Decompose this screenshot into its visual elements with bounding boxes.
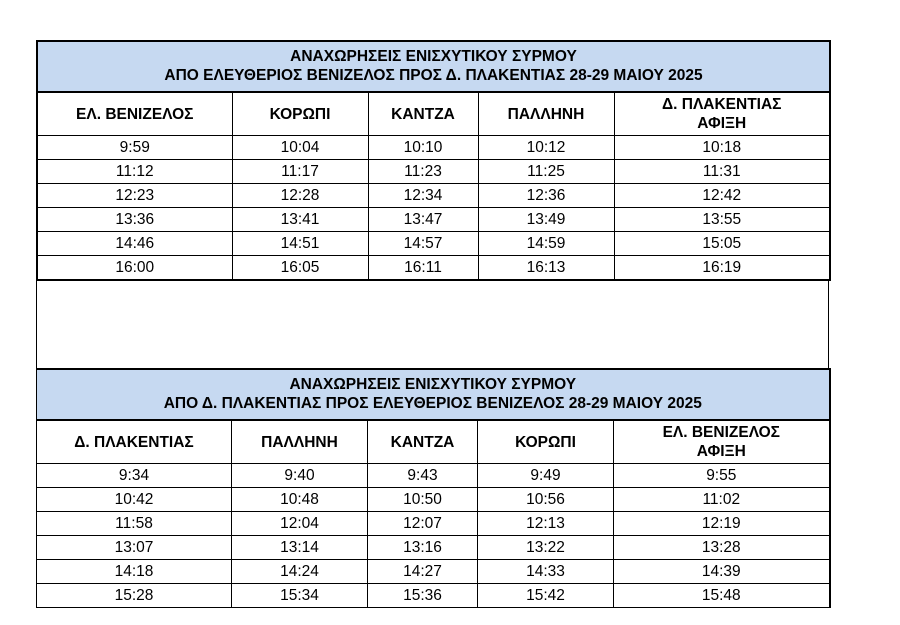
title-line-1: ΑΝΑΧΩΡΗΣΕΙΣ ΕΝΙΣΧΥΤΙΚΟΥ ΣΥΡΜΟΥ	[289, 376, 577, 393]
time-cell: 10:04	[232, 136, 368, 160]
time-cell: 10:10	[368, 136, 478, 160]
header-kantza: ΚΑΝΤΖΑ	[368, 92, 478, 136]
time-cell: 16:05	[232, 256, 368, 281]
header-arrival-label: ΑΦΙΞΗ	[697, 115, 747, 132]
timetable-outbound	[36, 40, 831, 281]
time-cell: 13:41	[232, 208, 368, 232]
table-row	[37, 584, 830, 608]
table-row	[37, 488, 830, 512]
time-cell: 16:00	[37, 256, 232, 281]
title-line-2: ΑΠΟ ΕΛΕΥΘΕΡΙΟΣ ΒΕΝΙΖΕΛΟΣ ΠΡΟΣ Δ. ΠΛΑΚΕΝΤΙΑΣ 28-29 ΜΑΙΟΥ 2025	[164, 67, 703, 84]
time-cell: 15:34	[232, 584, 368, 608]
time-cell: 15:05	[614, 232, 830, 256]
time-cell: 14:27	[368, 560, 478, 584]
time-cell: 14:46	[37, 232, 232, 256]
time-cell: 9:43	[368, 464, 478, 488]
table-row	[37, 232, 830, 256]
time-cell: 11:17	[232, 160, 368, 184]
return-rows	[37, 464, 830, 608]
table-row	[37, 464, 830, 488]
time-cell: 11:58	[37, 512, 232, 536]
header-station-name: Δ. ΠΛΑΚΕΝΤΙΑΣ	[662, 96, 782, 113]
time-cell: 13:36	[37, 208, 232, 232]
time-cell: 16:19	[614, 256, 830, 281]
time-cell: 15:28	[37, 584, 232, 608]
time-cell: 12:34	[368, 184, 478, 208]
time-cell: 13:55	[614, 208, 830, 232]
title-line-2: ΑΠΟ Δ. ΠΛΑΚΕΝΤΙΑΣ ΠΡΟΣ ΕΛΕΥΘΕΡΙΟΣ ΒΕΝΙΖΕΛΟΣ 28-29 ΜΑΙΟΥ 2025	[163, 395, 702, 412]
time-cell: 10:42	[37, 488, 232, 512]
time-cell: 10:56	[478, 488, 614, 512]
time-cell: 14:51	[232, 232, 368, 256]
time-cell: 10:18	[614, 136, 830, 160]
time-cell: 9:40	[232, 464, 368, 488]
table-row	[37, 536, 830, 560]
time-cell: 11:23	[368, 160, 478, 184]
time-cell: 9:55	[614, 464, 830, 488]
header-row	[37, 420, 830, 464]
time-cell: 14:39	[614, 560, 830, 584]
time-cell: 11:12	[37, 160, 232, 184]
time-cell: 16:13	[478, 256, 614, 281]
header-koropi: ΚΟΡΩΠΙ	[232, 92, 368, 136]
header-pallini: ΠΑΛΛΗΝΗ	[478, 92, 614, 136]
header-pallini: ΠΑΛΛΗΝΗ	[232, 420, 368, 464]
time-cell: 12:13	[478, 512, 614, 536]
header-station-name: ΕΛ. ΒΕΝΙΖΕΛΟΣ	[662, 424, 780, 441]
table-row	[37, 512, 830, 536]
time-cell: 15:42	[478, 584, 614, 608]
time-cell: 12:42	[614, 184, 830, 208]
header-row	[37, 92, 830, 136]
timetable-outbound-title	[37, 41, 830, 92]
time-cell: 12:23	[37, 184, 232, 208]
time-cell: 12:36	[478, 184, 614, 208]
title-line-1: ΑΝΑΧΩΡΗΣΕΙΣ ΕΝΙΣΧΥΤΙΚΟΥ ΣΥΡΜΟΥ	[290, 48, 577, 65]
time-cell: 11:31	[614, 160, 830, 184]
time-cell: 12:07	[368, 512, 478, 536]
header-kantza: ΚΑΝΤΖΑ	[368, 420, 478, 464]
timetable-return-title	[37, 369, 830, 420]
header-plakentias: Δ. ΠΛΑΚΕΝΤΙΑΣ	[37, 420, 232, 464]
time-cell: 12:04	[232, 512, 368, 536]
time-cell: 9:49	[478, 464, 614, 488]
time-cell: 9:59	[37, 136, 232, 160]
time-cell: 15:48	[614, 584, 830, 608]
table-row	[37, 560, 830, 584]
time-cell: 14:24	[232, 560, 368, 584]
time-cell: 13:16	[368, 536, 478, 560]
header-el-venizelos-arrival	[614, 420, 830, 464]
timetable-return	[36, 368, 831, 608]
time-cell: 14:18	[37, 560, 232, 584]
time-cell: 14:59	[478, 232, 614, 256]
table-row	[37, 136, 830, 160]
time-cell: 12:19	[614, 512, 830, 536]
table-row	[37, 208, 830, 232]
time-cell: 10:48	[232, 488, 368, 512]
time-cell: 15:36	[368, 584, 478, 608]
time-cell: 10:12	[478, 136, 614, 160]
time-cell: 12:28	[232, 184, 368, 208]
outbound-rows	[37, 136, 830, 281]
header-koropi: ΚΟΡΩΠΙ	[478, 420, 614, 464]
header-arrival-label: ΑΦΙΞΗ	[696, 443, 746, 460]
time-cell: 13:28	[614, 536, 830, 560]
time-cell: 10:50	[368, 488, 478, 512]
spacer	[36, 281, 829, 368]
time-cell: 14:33	[478, 560, 614, 584]
time-cell: 16:11	[368, 256, 478, 281]
table-row	[37, 256, 830, 281]
time-cell: 13:07	[37, 536, 232, 560]
time-cell: 11:25	[478, 160, 614, 184]
time-cell: 14:57	[368, 232, 478, 256]
time-cell: 13:22	[478, 536, 614, 560]
timetable-sheet	[36, 40, 829, 608]
time-cell: 13:14	[232, 536, 368, 560]
table-row	[37, 160, 830, 184]
header-plakentias-arrival	[614, 92, 830, 136]
header-el-venizelos: ΕΛ. ΒΕΝΙΖΕΛΟΣ	[37, 92, 232, 136]
time-cell: 9:34	[37, 464, 232, 488]
time-cell: 11:02	[614, 488, 830, 512]
table-row	[37, 184, 830, 208]
time-cell: 13:49	[478, 208, 614, 232]
time-cell: 13:47	[368, 208, 478, 232]
